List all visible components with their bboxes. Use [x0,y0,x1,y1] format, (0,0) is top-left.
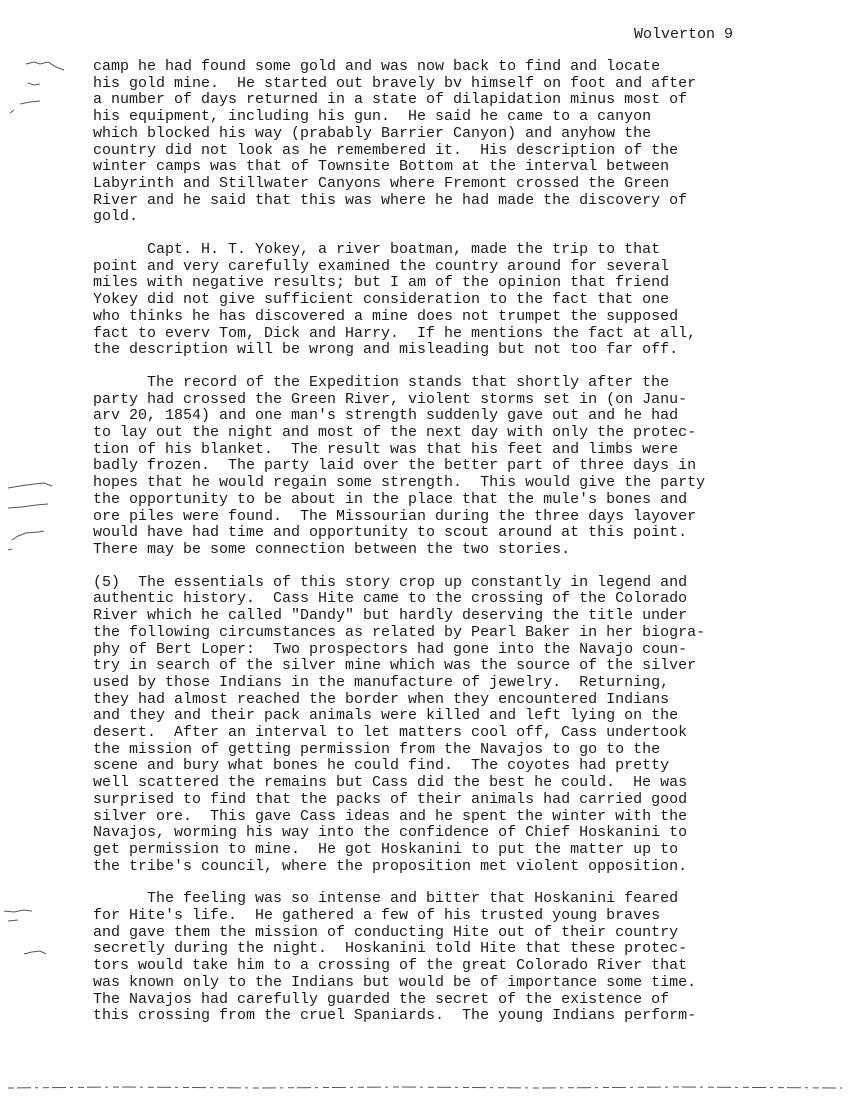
page-number-header: Wolverton 9 [634,26,734,43]
text-line: River and he said that this was where he had made the discovery of [93,191,688,209]
margin-scribble-mark [12,531,44,540]
text-line: camp he had found some gold and was now back to find and locate [93,58,661,75]
paragraph-gap [93,875,793,891]
margin-scribble-mark [8,549,12,550]
margin-scribble-mark [4,910,32,912]
paragraph-4 [93,575,793,876]
text-line: and they and their pack animals were killed and left lying on the [93,707,679,725]
text-line: Navajos, worming his way into the confidence of Chief Hoskanini to [93,824,688,842]
margin-scribble-mark [20,101,40,104]
text-line: the tribe's council, where the proposition met violent opposition. [93,857,688,875]
paragraph-3 [93,375,793,559]
text-line: arv 20, 1854) and one man's strength suddenly gave out and he had [93,407,679,425]
text-line: his gold mine. He started out bravely bv himself on foot and after [93,74,697,92]
text-line: Labyrinth and Stillwater Canyons where Fremont crossed the Green [93,174,670,192]
text-line: The feeling was so intense and bitter that Hoskanini feared [93,890,679,908]
text-line: to lay out the night and most of the next day with only the protec- [93,424,697,442]
text-line: ore piles were found. The Missourian during the three days layover [93,507,697,525]
text-line: (5) The essentials of this story crop up constantly in legend and [93,573,688,591]
text-line: this crossing from the cruel Spaniards. The young Indians perform- [93,1007,697,1025]
text-line: secretly during the night. Hoskanini told Hite that these protec- [93,940,688,958]
text-line: authentic history. Cass Hite came to the crossing of the Colorado [93,590,688,608]
document-body [93,59,793,1025]
text-line: badly frozen. The party laid over the better part of three days in [93,457,697,475]
text-line: party had crossed the Green River, violent storms set in (on Janu- [93,390,688,408]
text-line: phy of Bert Loper: Two prospectors had gone into the Navajo coun- [93,640,688,658]
text-line: his equipment, including his gun. He said he came to a canyon [93,108,652,126]
paragraph-gap [93,559,793,575]
text-line: gold. [93,208,139,226]
text-line: point and very carefully examined the country around for several [93,257,670,275]
text-line: get permission to mine. He got Hoskanini to put the matter up to [93,840,679,858]
text-line: the following circumstances as related by Pearl Baker in her biogra- [93,623,706,641]
text-line: winter camps was that of Townsite Bottom at the interval between [93,158,670,176]
paragraph-5 [93,891,793,1025]
text-line: silver ore. This gave Cass ideas and he spent the winter with the [93,807,688,825]
text-line: tion of his blanket. The result was that his feet and limbs were [93,440,679,458]
text-line: Yokey did not give sufficient consideration to the fact that one [93,291,670,309]
text-line: the description will be wrong and misleading but not too far off. [93,341,679,359]
text-line: and gave them the mission of conducting Hite out of their country [93,923,679,941]
margin-scribble-mark [26,62,64,70]
paragraph-1 [93,59,793,226]
text-line: a number of days returned in a state of dilapidation minus most of [93,91,688,109]
text-line: try in search of the silver mine which was the source of the silver [93,657,697,675]
text-line: who thinks he has discovered a mine does not trumpet the supposed [93,307,679,325]
text-line: fact to everv Tom, Dick and Harry. If he mentions the fact at all, [93,324,697,342]
text-line: tors would take him to a crossing of the great Colorado River that [93,957,688,975]
paragraph-gap [93,359,793,375]
text-line: There may be some connection between the two stories. [93,540,571,558]
text-line: for Hite's life. He gathered a few of his trusted young braves [93,907,661,925]
text-line: they had almost reached the border when they encountered Indians [93,690,670,708]
text-line: the opportunity to be about in the place that the mule's bones and [93,490,688,508]
margin-scribble-mark [10,110,14,113]
paragraph-gap [93,226,793,242]
text-line: country did not look as he remembered it. His description of the [93,141,679,159]
margin-scribble-mark [8,920,18,921]
text-line: River which he called "Dandy" but hardly deserving the title under [93,607,688,625]
text-line: surprised to find that the packs of their animals had carried good [93,790,688,808]
text-line: was known only to the Indians but would be of importance some time. [93,973,697,991]
margin-scribble-mark [8,1087,842,1088]
margin-scribble-mark [8,504,48,508]
paragraph-2 [93,242,793,359]
text-line: the mission of getting permission from the Navajos to go to the [93,740,661,758]
text-line: miles with negative results; but I am of the opinion that friend [93,274,670,292]
text-line: used by those Indians in the manufacture of jewelry. Returning, [93,673,670,691]
text-line: well scattered the remains but Cass did the best he could. He was [93,774,688,792]
margin-scribble-mark [24,951,46,954]
text-line: would have had time and opportunity to scout around at this point. [93,524,688,542]
text-line: The record of the Expedition stands that shortly after the [93,373,670,391]
text-line: Capt. H. T. Yokey, a river boatman, made the trip to that [93,241,661,259]
margin-scribble-mark [8,483,52,488]
text-line: desert. After an interval to let matters cool off, Cass undertook [93,724,688,742]
margin-scribble-mark [28,83,40,85]
text-line: The Navajos had carefully guarded the secret of the existence of [93,990,670,1008]
text-line: which blocked his way (prabably Barrier Canyon) and anyhow the [93,124,652,142]
text-line: scene and bury what bones he could find. The coyotes had pretty [93,757,670,775]
text-line: hopes that he would regain some strength. This would give the party [93,474,706,492]
